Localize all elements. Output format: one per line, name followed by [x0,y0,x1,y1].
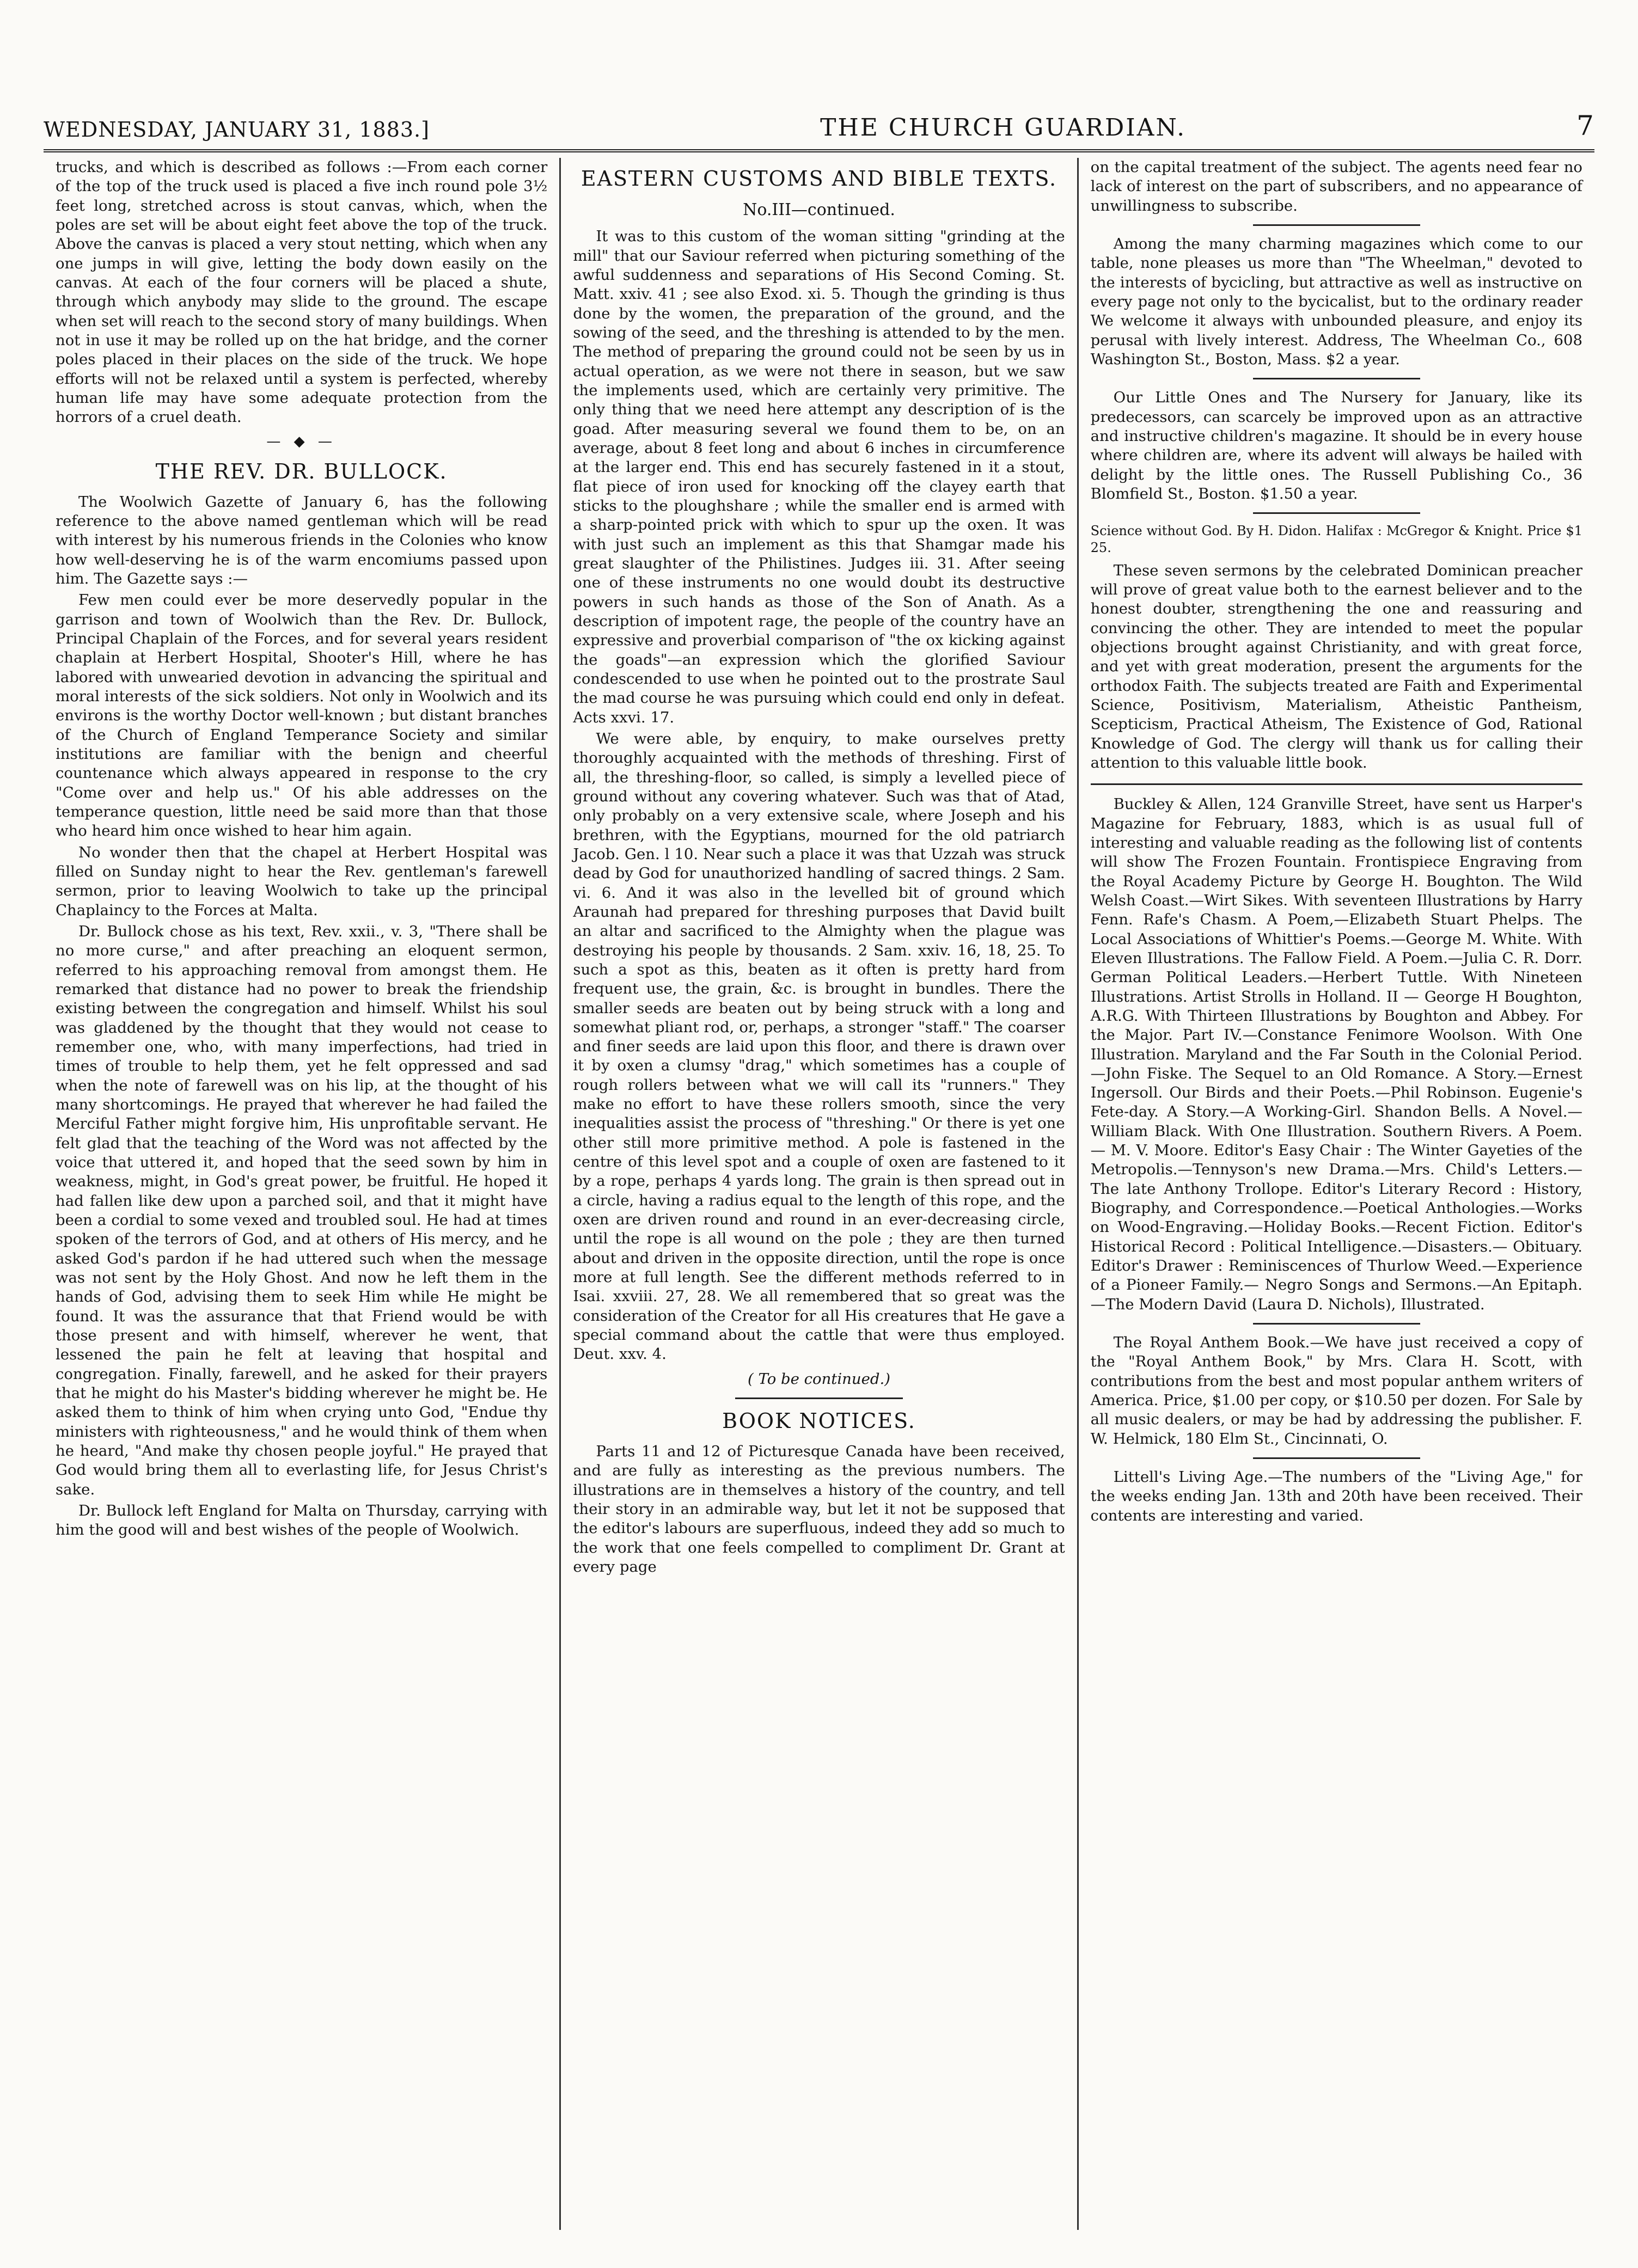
notice-science-without-god: These seven sermons by the celebrated Dominican preacher will prove of great value both to the earnest believer and to the honest doubter, strengthening the one and reassuring and convincing the other. They are intended to meet the popular objections brought against Christianity, and with great force, and yet with great moderation, present the arguments for the orthodox Faith. The subjects treated are Faith and Experimental Science, Positivism, Materialism, Atheistic Pantheism, Scepticism, Practical Atheism, The Existence of God, Rational Knowledge of God. The clergy will thank us for calling their attention to this valuable little book. [1090,561,1582,771]
divider [1253,1323,1420,1325]
book-citation: Science without God. By H. Didon. Halifax : McGregor & Knight. Price $1 25. [1090,523,1582,556]
notice-harpers: Buckley & Allen, 124 Granville Street, have sent us Harper's Magazine for February, 1883, which is as usual full of interesting and valuable reading as the following list of contents will show The Frozen Fountain. Frontispiece Engraving from the Royal Academy Picture by George H. Boughton. The Wild Welsh Coast.—Wirt Sikes. With seventeen Illustrations by Harry Fenn. Rafe's Chasm. A Poem,—Elizabeth Stuart Phelps. The Local Associations of Whittier's Poems.—George M. White. With Eleven Illustrations. The Fallow Field. A Poem.—Julia C. R. Dorr. German Political Leaders.—Herbert Tuttle. With Nineteen Illustrations. Artist Strolls in Holland. II — George H Boughton, A.R.G. With Thirteen Illustrations by Boughton and Abbey. For the Major. Part IV.—Constance Fenimore Woolson. With One Illustration. Maryland and the Far South in the Colonial Period.—John Fiske. The Sequel to an Old Romance. A Story.—Ernest Ingersoll. Our Birds and their Poets.—Phil Robinson. Eugenie's Fete-day. A Story.—A Working-Girl. Shandon Bells. A Novel.—William Black. With One Illustration. Southern Rivers. A Poem.— M. V. Moore. Editor's Easy Chair : The Winter Gayeties of the Metropolis.—Tennyson's new Drama.—Mrs. Child's Letters.—The late Anthony Trollope. Editor's Literary Record : History, Biography, and Correspondence.—Poetical Anthologies.—Works on Wood-Engraving.—Holiday Books.—Recent Fiction. Editor's Historical Record : Political Intelligence.—Disasters.— Obituary. Editor's Drawer : Reminiscences of Thurlow Weed.—Experience of a Pioneer Family.— Negro Songs and Sermons.—An Epitaph.—The Modern David (Laura D. Nichols), Illustrated. [1090,795,1582,1313]
notice-little-ones: Our Little Ones and The Nursery for January, like its predecessors, can scarcely be improved upon as an attractive and instructive children's magazine. It should be in every house where children are, where its advent will always be hailed with delight by the little ones. The Russell Publishing Co., 36 Blomfield St., Boston. $1.50 a year. [1090,389,1582,502]
paragraph: We were able, by enquiry, to make ourselves pretty thoroughly acquainted with the methods of threshing. First of all, the threshing-floor, so called, is simply a levelled piece of ground without any covering whatever. Such was that of Atad, only probably on a very extensive scale, where Joseph and his brethren, with the Egyptians, mourned for the old patriarch Jacob. Gen. l 10. Near such a place it was that Uzzah was struck dead by God for unauthorized handling of sacred things. 2 Sam. vi. 6. And it was also in the levelled bit of ground which Araunah had prepared for threshing purposes that David built an altar and sacrificed to the Almighty when the plague was destroying his people by thousands. 2 Sam. xxiv. 16, 18, 25. To such a spot as this, beaten as it often is pretty hard from frequent use, the grain, &c. is brought in bundles. There the smaller seeds are beaten out by being struck with a long and somewhat pliant rod, or, perhaps, a stronger "staff." The coarser and finer seeds are laid upon this floor, and there is drawn over it by oxen a clumsy "drag," which sometimes has a couple of rough rollers between what we will call its "runners." They make no effort to have these rollers smooth, since the very inequalities assist the process of "threshing." Or there is yet one other still more primitive method. A pole is fastened in the centre of this level spot and a couple of oxen are fastened to it by a rope, perhaps 4 yards long. The grain is then spread out in a circle, having a radius equal to the length of this rope, and the oxen are driven round and round in an ever-decreasing circle, until the rope is all wound on the pole ; they are then turned about and driven in the opposite direction, until the rope is once more at full length. See the different methods referred to in Isai. xxviii. 27, 28. We all remembered that so great was the consideration of the Creator for all His creatures that He gave a special command about the cattle that were thus employed. Deut. xxv. 4. [573,730,1065,1363]
paragraph: Parts 11 and 12 of Picturesque Canada have been received, and are fully as interesting as the previous numbers. The illustrations are in themselves a history of the country, and tell their story in an admirable way, but let it not be supposed that the editor's labours are superfluous, indeed they add so much to the work that one feels compelled to compliment Dr. Grant at every page [573,1442,1065,1576]
column-2 [559,158,1077,2230]
divider [1091,783,1582,785]
divider [1253,378,1420,379]
notice-royal-anthem-book: The Royal Anthem Book.—We have just received a copy of the "Royal Anthem Book," by Mrs. Clara H. Scott, with contributions from the best and most popular anthem writers of America. Price, $1.00 per copy, or $10.50 per dozen. For Sale by all music dealers, or may be had by addressing the publisher. F. W. Helmick, 180 Elm St., Cincinnati, O. [1090,1334,1582,1448]
paragraph: Few men could ever be more deservedly popular in the garrison and town of Woolwich than the Rev. Dr. Bullock, Principal Chaplain of the Forces, and for several years resident chaplain at Herbert Hospital, Shooter's Hill, where he has labored with unwearied devotion in advancing the spiritual and moral interests of the sick soldiers. Not only in Woolwich and its environs is the worthy Doctor well-known ; but distant branches of the Church of England Temperance Society and similar institutions are familiar with the benign and cheerful countenance which always appeared in response to the cry "Come over and help us." Of his able addresses on the temperance question, little need be said more than that those who heard him once wished to hear him again. [56,591,548,840]
paragraph: The Woolwich Gazette of January 6, has the following reference to the above named gentleman which will be read with interest by his numerous friends in the Colonies who know how well-deserving he is of the warm encomiums passed upon him. The Gazette says :— [56,493,548,588]
section-ornament: — ◆ — [266,433,337,450]
notice-wheelman: Among the many charming magazines which come to our table, none pleases us more than "The Wheelman," devoted to the interests of bycicling, but attractive as well as instructive on every page not only to the bycicalist, but to the ordinary reader We welcome it always with unbounded pleasure, and enjoy its perusal with lively interest. Address, The Wheelman Co., 608 Washington St., Boston, Mass. $2 a year. [1090,235,1582,368]
to-be-continued: ( To be continued.) [748,1370,890,1388]
column-1 [44,158,559,2230]
fire-escape-article-end: trucks, and which is described as follows :—From each corner of the top of the truck used is placed a five inch round pole 3½ feet long, stretched across is stout canvas, which, when the poles are set will be about eight feet above the top of the truck. Above the canvas is placed a very stout netting, which when any one jumps in will give, letting the body down easily on the canvas. At each of the four corners will be placed a shute, through which anybody may slide to the ground. The escape when set will reach to the second story of many buildings. When not in use it may be rolled up on the hat bridge, and the corner poles placed in their places on the side of the truck. We hope efforts will not be relaxed until a system is perfected, whereby human life may have some adequate protection from the horrors of a cruel death. [56,158,548,426]
newspaper-title: THE CHURCH GUARDIAN. [820,114,1187,142]
divider [1253,512,1420,514]
column-3 [1077,158,1594,2230]
article-subtitle: No.III—continued. [743,200,895,219]
notice-littells-living-age: Littell's Living Age.—The numbers of the "Living Age," for the weeks ending Jan. 13th and 20th have been received. Their contents are interesting and varied. [1090,1468,1582,1524]
divider [735,1397,902,1399]
section-title-book-notices: BOOK NOTICES. [722,1409,916,1433]
article-title-bullock: THE REV. DR. BULLOCK. [155,459,448,483]
paragraph: No wonder then that the chapel at Herbert Hospital was filled on Sunday night to hear the Rev. gentleman's farewell sermon, prior to leaving Woolwich to take up the principal Chaplaincy to the Forces at Malta. [56,843,548,919]
paragraph: Dr. Bullock left England for Malta on Thursday, carrying with him the good will and best wishes of the people of Woolwich. [56,1501,548,1539]
paragraph: It was to this custom of the woman sitting "grinding at the mill" that our Saviour referred when picturing something of the awful suddenness and separations of His Second Coming. St. Matt. xxiv. 41 ; see also Exod. xi. 5. Though the grinding is thus done by the women, the preparation of the ground, and the sowing of the seed, and the threshing is attended to by the men. The method of preparing the ground could not be seen by us in actual operation, as we were not there in season, but we saw the implements used, which are certainly very primitive. The only thing that we need here attempt any description of is the goad. After measuring several we found them to be, on an average, about 8 feet long and about 6 inches in circumference at the larger end. This end has securely fastened in it a stout, flat piece of iron used for knocking off the clayey earth that sticks to the ploughshare ; while the smaller end is armed with a sharp-pointed prick with which to spur up the oxen. It was with just such an implement as this that Shamgar made his great slaughter of the Philistines. Judges iii. 31. After seeing one of these instruments no one would doubt its destructive powers in such hands as those of the Son of Anath. As a description of impotent rage, the people of the country have an expressive and proverbial comparison of "the ox kicking against the goads"—an expression which the glorified Saviour condescended to use when he pointed out to the prostrate Saul the mad course he was pursuing which could end only in defeat. Acts xxvi. 17. [573,228,1065,726]
article-title-eastern-customs: EASTERN CUSTOMS AND BIBLE TEXTS. [580,167,1058,191]
columns [44,158,1594,2230]
paragraph: Dr. Bullock chose as his text, Rev. xxii., v. 3, "There shall be no more curse," and after preaching an eloquent sermon, referred to his approaching removal from amongst them. He remarked that distance had no power to break the friendship existing between the congregation and himself. Whilst his soul was gladdened by the thought that they would not cease to remember one, who, with many imperfections, had tried in times of trouble to help them, yet he felt oppressed and sad when the note of farewell was on his lip, at the thought of his many shortcomings. He prayed that wherever he had failed the Merciful Father might forgive him, His unprofitable servant. He felt glad that the teaching of the Word was not affected by the voice that uttered it, and hoped that the seed sown by him in weakness, might, in God's great power, be fruitful. He hoped it had fallen like dew upon a parched soil, and that it might have been a cordial to some vexed and troubled soul. He had at times spoken of the terrors of God, and at others of His mercy, and he asked God's pardon if he had uttered such when the message was not sent by the Holy Ghost. And now he left them in the hands of God, advising them to seek Him while He might be found. It was the assurance that that Friend would be with those present and with himself, wherever he went, that lessened the pain he felt at leaving that hospital and congregation. Finally, farewell, and he asked for their prayers that he might do his Master's bidding wherever he might be. He asked them to think of him when crying unto God, "Endue thy ministers with righteousness," and he would think of them when he heard, "And make thy chosen people joyful." He prayed that God would bring them all to everlasting life, for Jesus Christ's sake. [56,923,548,1498]
divider [1253,1457,1420,1459]
page-header [44,87,1594,152]
page-number: 7 [1576,110,1594,142]
paragraph: on the capital treatment of the subject. The agents need fear no lack of interest on the part of subscribers, and no appearance of unwillingness to subscribe. [1090,158,1582,214]
issue-date: WEDNESDAY, JANUARY 31, 1883.] [44,118,430,142]
divider [1253,224,1420,226]
